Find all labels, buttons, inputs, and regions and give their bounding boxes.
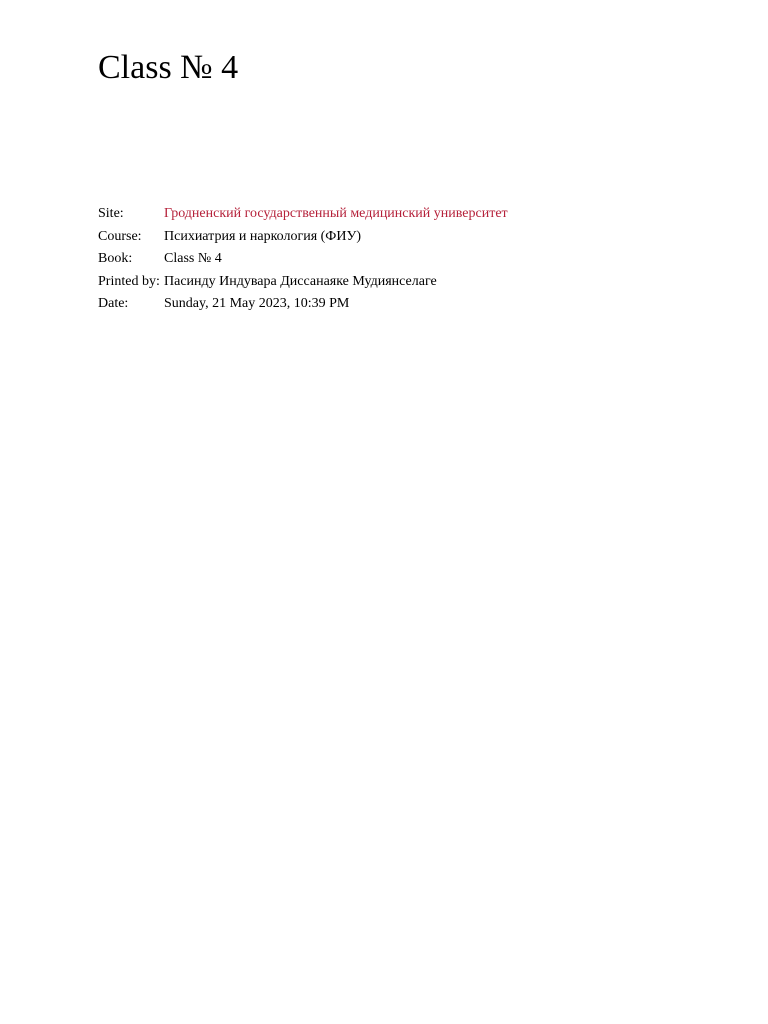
course-label: Course: [98, 228, 142, 244]
printed-by-label: Printed by: [98, 273, 160, 289]
date-row [98, 293, 508, 316]
site-row [98, 203, 508, 226]
book-row [98, 248, 508, 271]
site-link[interactable]: Гродненский государственный медицинский университет [164, 206, 508, 221]
course-row [98, 226, 508, 249]
book-info-table [98, 203, 508, 316]
site-label: Site: [98, 206, 124, 221]
date-label: Date: [98, 296, 129, 311]
printed-by-value: Пасинду Индувара Диссанаяке Мудиянселаге [164, 273, 437, 289]
printed-by-row [98, 271, 508, 294]
book-label: Book: [98, 251, 133, 266]
date-value: Sunday, 21 May 2023, 10:39 PM [164, 296, 350, 311]
course-value: Психиатрия и наркология (ФИУ) [164, 228, 362, 244]
site-cell [164, 203, 508, 226]
book-value: Class № 4 [164, 251, 222, 266]
page-title: Class № 4 [98, 49, 239, 86]
